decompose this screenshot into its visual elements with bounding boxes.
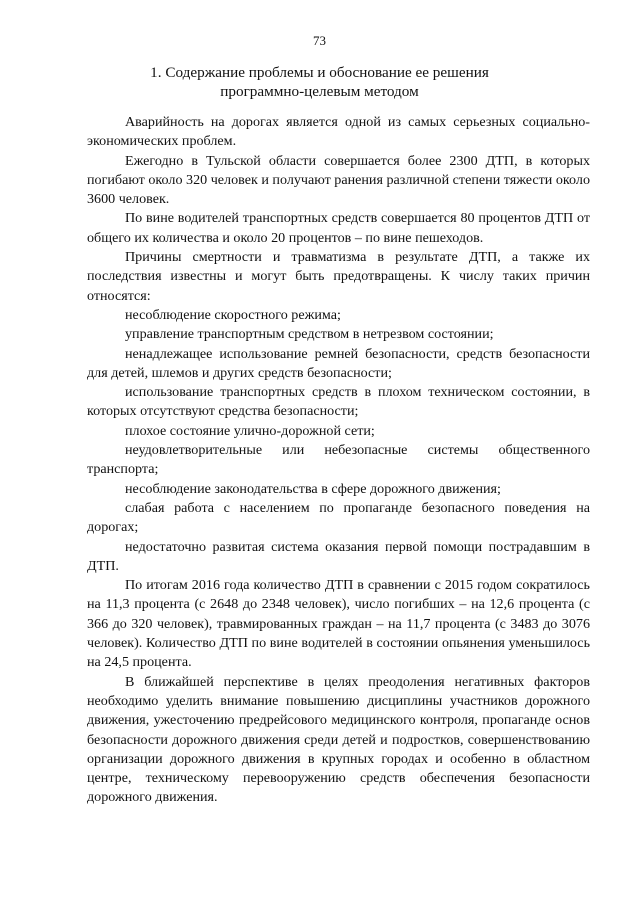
list-item-cause-2: управление транспортным средством в нетрезвом состоянии; <box>125 326 494 343</box>
list-item-cause-7: несоблюдение законодательства в сфере дорожного движения; <box>125 480 501 497</box>
section-heading-line-1: 1. Содержание проблемы и обоснование ее решения <box>150 64 489 81</box>
list-item-cause-3: ненадлежащее использование ремней безопасности, средств безопасности для детей, шлемов и других средств безопасности; <box>87 345 590 381</box>
list-item-cause-6: неудовлетворительные или небезопасные системы общественного транспорта; <box>87 442 590 478</box>
paragraph-outlook: В ближайшей перспективе в целях преодоления негативных факторов необходимо уделить внимание повышению дисциплины участников дорожного движения, ужесточению предрейсового медицинского контроля, пропаганде основ безопасности дорожного движения среди детей и подростков, совершенствованию организации дорожного движения в крупных городах и особенно в областном центре, техническому перевооружению средств обеспечения безопасности дорожного движения. <box>87 673 590 806</box>
paragraph-4: Причины смертности и травматизма в результате ДТП, а также их последствия известны и могут быть предотвращены. К числу таких причин относятся: <box>87 249 590 304</box>
paragraph-2: Ежегодно в Тульской области совершается более 2300 ДТП, в которых погибают около 320 человек и получают ранения различной степени тяжести около 3600 человек. <box>87 152 590 208</box>
list-item-cause-4: использование транспортных средств в плохом техническом состоянии, в которых отсутствуют средства безопасности; <box>87 384 590 420</box>
section-heading-line-2: программно-целевым методом <box>220 82 419 100</box>
section-heading <box>60 64 579 101</box>
document-body <box>87 113 590 808</box>
page-number: 73 <box>313 33 326 48</box>
paragraph-1: Аварийность на дорогах является одной из самых серьезных социально-экономических проблем. <box>87 114 590 150</box>
list-item-cause-9: недостаточно развитая система оказания первой помощи пострадавшим в ДТП. <box>87 538 590 574</box>
list-item-cause-8: слабая работа с населением по пропаганде безопасного поведения на дорогах; <box>87 499 590 536</box>
paragraph-3: По вине водителей транспортных средств совершается 80 процентов ДТП от общего их количества и около 20 процентов – по вине пешеходов. <box>87 210 590 246</box>
paragraph-statistics-2016: По итогам 2016 года количество ДТП в сравнении с 2015 годом сократилось на 11,3 процента (с 2648 до 2348 человек), число погибших – на 12,6 процента (с 366 до 320 человек), травмированных граждан – на 11,7 процента (с 3483 до 3076 человек). Количество ДТП по вине водителей в состоянии опьянения уменьшилось на 24,5 процента. <box>87 577 590 671</box>
list-item-cause-5: плохое состояние улично-дорожной сети; <box>125 422 375 439</box>
list-item-cause-1: несоблюдение скоростного режима; <box>125 306 341 323</box>
